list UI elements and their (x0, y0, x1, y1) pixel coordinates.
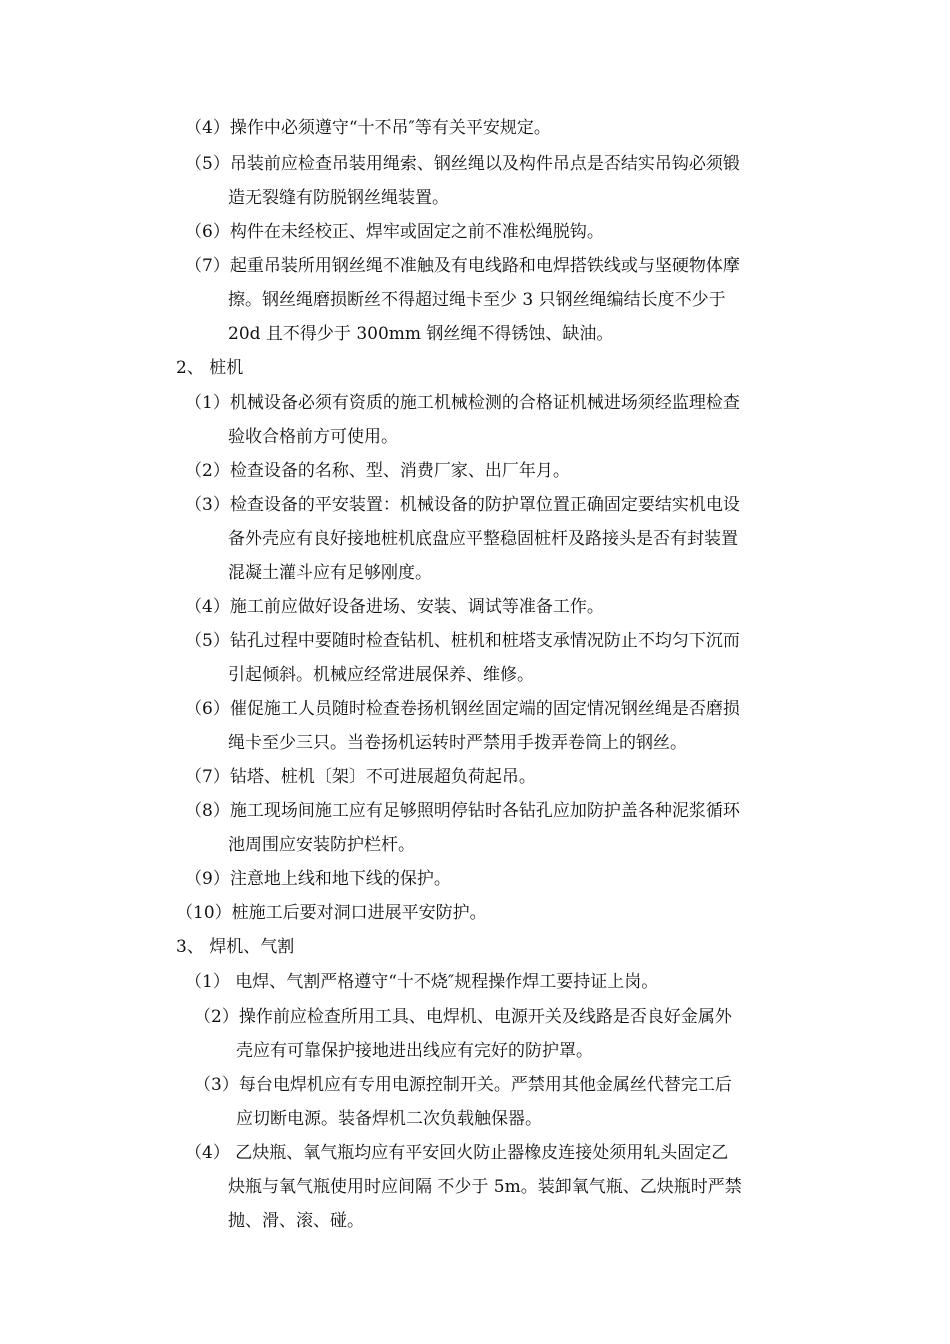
weld-item-3-line-2: 应切断电源。装备焊机二次负载触保器。 (236, 1109, 542, 1129)
pile-item-5-line-2: 引起倾斜。机械应经常进展保养、维修。 (228, 665, 534, 685)
pile-item-3-line-2: 备外壳应有良好接地桩机底盘应平整稳固桩杆及路接头是否有封装置 (228, 529, 738, 549)
pile-heading: 2、 桩机 (176, 358, 244, 378)
pile-item-2: （2）检查设备的名称、型、消费厂家、出厂年月。 (185, 461, 570, 481)
crane-item-6: （6）构件在未经校正、焊牢或固定之前不准松绳脱钩。 (185, 222, 604, 242)
pile-item-3-line-1: （3）检查设备的平安装置：机械设备的防护罩位置正确固定要结实机电设 (185, 495, 740, 515)
crane-item-4: （4）操作中必须遵守“十不吊″等有关平安规定。 (185, 118, 551, 138)
pile-item-10: （10）桩施工后要对洞口进展平安防护。 (176, 903, 487, 923)
weld-item-2-line-1: （2）操作前应检查所用工具、电焊机、电源开关及线路是否良好金属外 (194, 1007, 732, 1027)
pile-item-1-line-1: （1）机械设备必须有资质的施工机械检测的合格证机械进场须经监理检查 (185, 393, 740, 413)
pile-item-8-line-2: 池周围应安装防护栏杆。 (228, 835, 415, 855)
crane-item-5-line-1: （5）吊装前应检查吊装用绳索、钢丝绳以及构件吊点是否结实吊钩必须锻 (185, 154, 740, 174)
weld-item-4-line-3: 抛、滑、滚、碰。 (228, 1211, 364, 1231)
weld-item-3-line-1: （3）每台电焊机应有专用电源控制开关。严禁用其他金属丝代替完工后 (194, 1075, 732, 1095)
pile-item-9: （9）注意地上线和地下线的保护。 (185, 869, 451, 889)
weld-heading: 3、 焊机、气割 (176, 937, 295, 957)
crane-item-7-line-1: （7）起重吊装所用钢丝绳不准触及有电线路和电焊搭铁线或与坚硬物体摩 (185, 256, 740, 276)
weld-item-2-line-2: 壳应有可靠保护接地进出线应有完好的防护罩。 (236, 1041, 593, 1061)
pile-item-3-line-3: 混凝土灌斗应有足够刚度。 (228, 563, 432, 583)
pile-item-5-line-1: （5）钻孔过程中要随时检查钻机、桩机和桩塔支承情况防止不均匀下沉而 (185, 631, 740, 651)
weld-item-4-line-2: 炔瓶与氧气瓶使用时应间隔 不少于 5m。装卸氧气瓶、乙炔瓶时严禁 (228, 1177, 742, 1197)
crane-item-5-line-2: 造无裂缝有防脱钢丝绳装置。 (228, 188, 449, 208)
pile-item-6-line-1: （6）催促施工人员随时检查卷扬机钢丝固定端的固定情况钢丝绳是否磨损 (185, 699, 740, 719)
crane-item-7-line-3: 20d 且不得少于 300mm 钢丝绳不得锈蚀、缺油。 (228, 324, 614, 344)
crane-item-7-line-2: 擦。钢丝绳磨损断丝不得超过绳卡至少 3 只钢丝绳编结长度不少于 (228, 290, 726, 310)
pile-item-6-line-2: 绳卡至少三只。当卷扬机运转时严禁用手拨弄卷筒上的钢丝。 (228, 733, 687, 753)
pile-item-7: （7）钻塔、桩机〔架〕不可进展超负荷起吊。 (185, 767, 536, 787)
pile-item-4: （4）施工前应做好设备进场、安装、调试等准备工作。 (185, 597, 604, 617)
pile-item-8-line-1: （8）施工现场间施工应有足够照明停钻时各钻孔应加防护盖各种泥浆循环 (185, 801, 740, 821)
weld-item-4-line-1: （4） 乙炔瓶、氧气瓶均应有平安回火防止器橡皮连接处须用轧头固定乙 (185, 1143, 729, 1163)
weld-item-1: （1） 电焊、气割严格遵守“十不烧″规程操作焊工要持证上岗。 (185, 972, 659, 992)
pile-item-1-line-2: 验收合格前方可使用。 (228, 427, 398, 447)
